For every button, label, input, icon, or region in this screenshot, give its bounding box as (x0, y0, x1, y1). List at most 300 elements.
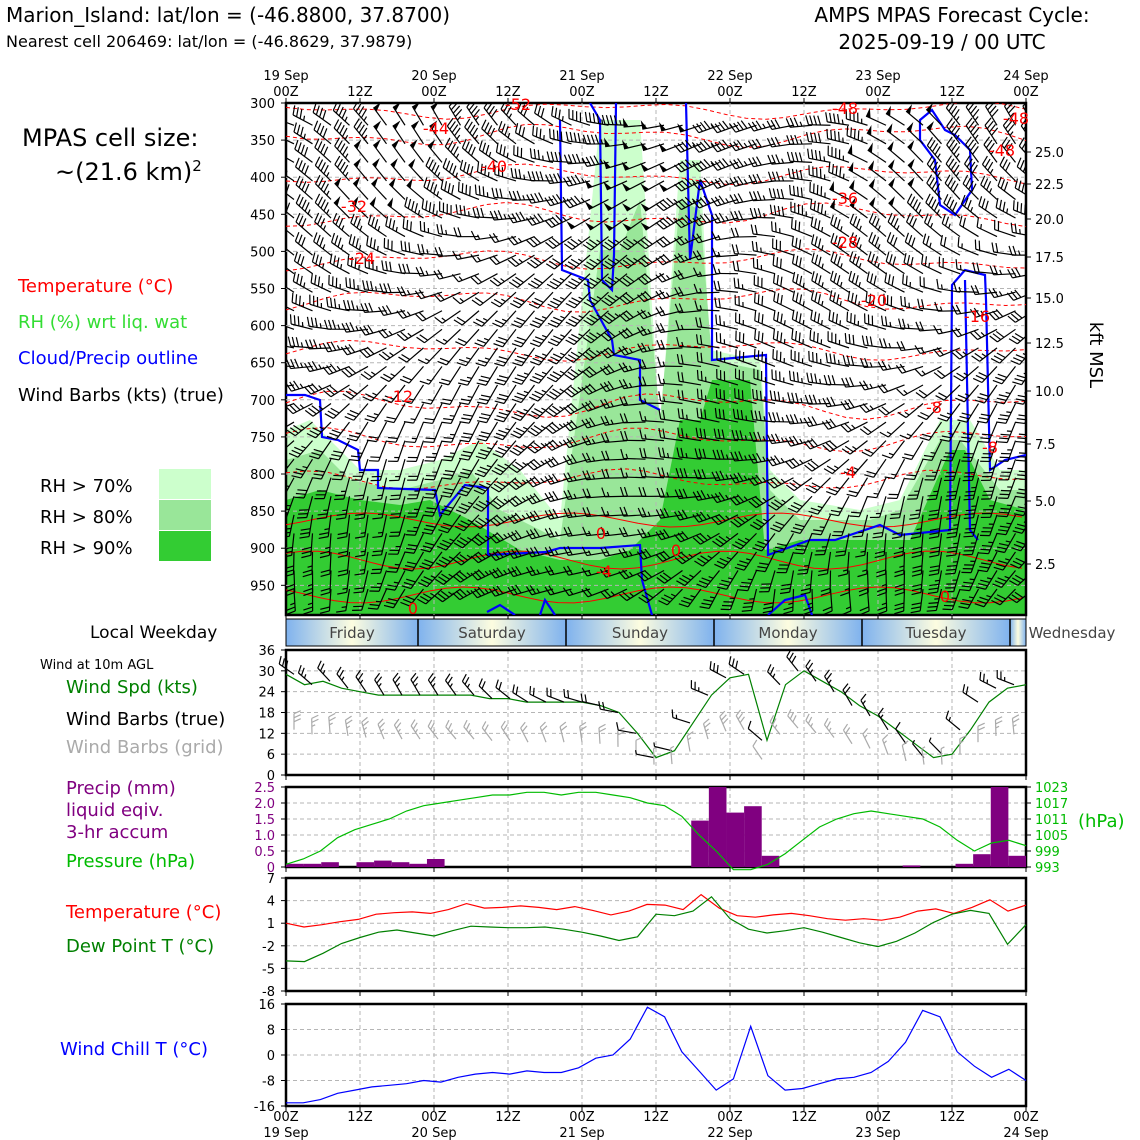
wind-barb-half-flag (803, 301, 804, 306)
wind-barb-flag (590, 156, 595, 165)
wind-barb-flag (796, 256, 798, 266)
wind-barb-flag (963, 536, 973, 537)
wind-barb-flag (275, 400, 281, 408)
wind-barb-flag (799, 240, 800, 250)
wind-barb-flag (517, 375, 526, 378)
wind-barb-flag (442, 441, 452, 442)
wind-barb-flag (492, 188, 494, 197)
wind-barb-flag (758, 294, 759, 304)
wind-barb-flag (350, 278, 351, 288)
wind-barb-half-flag (800, 439, 803, 443)
rh-legend (40, 469, 211, 561)
wind-barb-flag (321, 200, 325, 209)
upper-wind-barb (422, 385, 442, 404)
wind-barb-staff (451, 404, 460, 424)
wind-barb-flag (327, 343, 332, 352)
upper-wind-barb (811, 310, 831, 329)
wind-barb-flag (812, 271, 814, 280)
wind-barb-flag (926, 194, 930, 203)
wind-barb-flag (837, 294, 839, 304)
wind-barb-flag (426, 438, 436, 439)
wind-barb-flag (926, 236, 929, 245)
wind-barb-flag (918, 299, 920, 309)
wind-barb-half-flag (411, 419, 416, 420)
wind-barb-flag (901, 341, 905, 350)
wind-barb-half-flag (889, 343, 890, 348)
wind-barb-flag (833, 312, 834, 322)
wind-barb-flag (565, 357, 573, 362)
upper-wind-barb (397, 309, 424, 318)
wind-barb-flag (300, 296, 301, 306)
wind-barb-flag (998, 374, 1007, 377)
wind-barb-staff (442, 311, 460, 323)
upper-wind-barb (288, 337, 312, 348)
wind-barb-flag (775, 222, 776, 232)
wind-barb-flag (554, 174, 558, 183)
wind-barb-flag (658, 357, 661, 366)
wind-barb-staff (885, 282, 905, 292)
wind-barb-flag (426, 201, 427, 211)
upper-wind-barb (773, 238, 794, 255)
wind-barb-half-flag (783, 397, 784, 402)
upper-wind-barb (736, 313, 757, 330)
wind-barb-flag (297, 490, 307, 491)
wind-barb-flag (758, 191, 762, 200)
wind-barb-flag (732, 244, 734, 253)
wind-barb-flag (301, 256, 304, 265)
wind-barb-flag (1017, 438, 1027, 439)
wind-barb-staff (532, 218, 553, 225)
wind-barb-flag (911, 257, 913, 266)
wind-barb-half-flag (990, 169, 992, 173)
wind-barb-half-flag (560, 353, 564, 355)
cell-size-value (55, 157, 202, 186)
wind-barb-flag (755, 311, 756, 321)
cell-size-exponent: 2 (192, 157, 202, 175)
wind-barb-flag (274, 495, 284, 497)
wind-barb-flag (855, 295, 857, 305)
wind-barb-flag (390, 518, 400, 519)
wind-barb-flag (443, 158, 446, 167)
wind-barb-half-flag (541, 443, 545, 446)
wind-barb-flag (481, 414, 491, 416)
wind-barb-half-flag (364, 117, 366, 121)
wind-barb-flag (479, 417, 489, 419)
wind-barb-flag (349, 234, 351, 243)
wind-barb-staff (333, 222, 350, 236)
wind-barb-flag (982, 434, 992, 435)
wind-barb-flag (818, 220, 820, 230)
wind-barb-flag (997, 353, 1006, 358)
wind-barb-flag (578, 133, 580, 143)
upper-wind-barb (424, 422, 442, 442)
wind-barb-flag (979, 373, 988, 377)
upper-wind-barb (792, 236, 812, 255)
wind-barb-flag (818, 116, 821, 125)
wind-barb-flag (812, 253, 814, 262)
wind-barb-flag (815, 292, 817, 302)
wind-barb-flag (515, 462, 523, 468)
wind-barb-flag (932, 181, 937, 189)
wind-barb-flag (952, 306, 956, 315)
wind-barb-flag (788, 168, 790, 178)
wind-barb-staff (409, 366, 423, 383)
wind-barb-flag (872, 235, 875, 244)
upper-wind-barb (420, 366, 442, 384)
wind-barb-flag (365, 419, 374, 422)
wind-barb-flag (912, 238, 915, 247)
wind-barb-flag (963, 218, 965, 227)
wind-barb-half-flag (308, 210, 310, 214)
wind-barb-half-flag (559, 442, 562, 445)
wind-barb-flag (512, 363, 521, 366)
wind-barb-flag (461, 418, 471, 419)
rh-70-label: RH > 70% (40, 476, 133, 497)
wind-barb-flag (853, 216, 856, 225)
upper-wind-barb (769, 412, 794, 422)
wind-barb-staff (428, 145, 442, 162)
wind-barb-half-flag (937, 209, 939, 213)
wind-barb-staff (1007, 422, 1015, 442)
upper-wind-barb (792, 310, 812, 330)
wind-barb-staff (486, 422, 497, 441)
wind-barb-flag (515, 378, 524, 381)
wind-barb-staff (772, 214, 794, 218)
upper-wind-barb (460, 160, 479, 181)
wind-barb-staff (351, 223, 368, 237)
wind-barb-staff (424, 187, 442, 200)
wind-barb-staff (295, 241, 312, 255)
wind-barb-flag (304, 147, 307, 156)
wind-barb-flag (742, 390, 743, 400)
wind-barb-staff (827, 384, 849, 385)
wind-barb-staff (812, 281, 831, 293)
wind-barb-half-flag (524, 355, 529, 356)
wind-barb-flag (496, 433, 505, 436)
wind-barb-pennant (869, 178, 875, 188)
wind-barb-flag (957, 373, 965, 378)
wind-barb-half-flag (378, 226, 379, 231)
wind-barb-flag (776, 155, 780, 164)
wind-barb-staff (856, 478, 867, 497)
wind-barb-flag (777, 275, 778, 285)
wind-barb-flag (333, 320, 336, 329)
upper-wind-barb (831, 252, 849, 274)
wind-barb-flag (814, 332, 815, 342)
wind-barb-flag (271, 334, 272, 344)
wind-barb-flag (531, 281, 539, 286)
upper-wind-barb (416, 267, 442, 276)
wind-barb-staff (374, 404, 387, 422)
wind-barb-half-flag (1010, 132, 1013, 136)
wind-barb-staff (1015, 188, 1034, 199)
upper-wind-barb (441, 385, 461, 404)
wind-barb-half-flag (763, 124, 766, 128)
wind-barb-flag (522, 127, 524, 136)
wind-barb-flag (294, 497, 304, 498)
upper-wind-barb (996, 404, 1015, 424)
wind-barb-flag (340, 144, 345, 152)
wind-barb-flag (566, 304, 575, 308)
wind-barb-half-flag (836, 487, 841, 489)
upper-wind-barb (864, 459, 886, 477)
upper-wind-barb (774, 310, 794, 329)
wind-barb-flag (352, 301, 354, 310)
wind-barb-half-flag (456, 154, 458, 158)
wind-barb-staff (624, 458, 646, 459)
upper-wind-barb (842, 377, 868, 387)
wind-barb-flag (512, 280, 520, 285)
wind-barb-flag (546, 264, 554, 269)
wind-barb-flag (587, 135, 590, 144)
wind-barb-half-flag (822, 227, 823, 232)
wind-barb-flag (814, 201, 815, 211)
wind-barb-pennant (334, 196, 341, 206)
wind-barb-staff (906, 404, 923, 418)
wind-barb-half-flag (378, 514, 383, 515)
wind-barb-half-flag (301, 342, 302, 347)
wind-barb-flag (354, 495, 364, 496)
wind-barb-half-flag (905, 412, 909, 415)
wind-barb-flag (436, 340, 445, 345)
wind-barb-flag (885, 273, 887, 283)
wind-barb-half-flag (459, 277, 462, 281)
wind-barb-half-flag (764, 213, 765, 218)
wind-barb-flag (281, 295, 282, 305)
wind-barb-flag (954, 146, 960, 154)
wind-barb-pennant (410, 139, 417, 149)
wind-barb-staff (809, 125, 831, 126)
wind-barb-flag (312, 252, 314, 261)
wind-barb-flag (277, 232, 280, 241)
wind-barb-flag (298, 316, 299, 326)
wind-barb-flag (945, 217, 948, 226)
upper-wind-barb (473, 208, 498, 218)
wind-barb-flag (738, 158, 744, 166)
wind-barb-flag (519, 125, 521, 134)
upper-wind-barb (859, 404, 886, 413)
wind-barb-staff (923, 243, 941, 255)
wind-barb-half-flag (1020, 229, 1021, 234)
wind-barb-half-flag (361, 533, 366, 534)
wind-barb-flag (402, 354, 410, 359)
wind-barb-half-flag (523, 195, 525, 200)
wind-barb-flag (775, 119, 780, 128)
wind-barb-flag (349, 460, 359, 461)
upper-wind-barb (528, 422, 553, 436)
wind-barb-flag (389, 218, 391, 228)
upper-wind-barb (330, 254, 349, 274)
wind-barb-staff (774, 320, 794, 330)
wind-barb-flag (331, 342, 336, 351)
wind-barb-pennant (677, 123, 685, 132)
wind-barb-flag (318, 141, 322, 150)
wind-barb-flag (910, 216, 914, 225)
wind-barb-flag (472, 128, 477, 136)
upper-wind-barb (878, 384, 905, 393)
wind-barb-flag (829, 311, 830, 321)
wind-barb-half-flag (801, 398, 802, 403)
wind-barb-half-flag (428, 400, 433, 401)
upper-wind-barb (1007, 290, 1034, 300)
wind-barb-staff (998, 186, 1015, 199)
upper-wind-barb (973, 262, 997, 273)
wind-barb-flag (993, 380, 1002, 383)
upper-wind-barb (477, 422, 498, 441)
wind-barb-flag (847, 312, 848, 322)
wind-barb-flag (365, 394, 374, 398)
wind-barb-flag (425, 419, 435, 420)
wind-barb-flag (891, 514, 901, 515)
wind-barb-staff (793, 282, 812, 293)
wind-barb-flag (400, 379, 409, 383)
wind-barb-flag (571, 298, 580, 302)
wind-barb-flag (375, 219, 378, 228)
wind-barb-pennant (908, 177, 915, 187)
wind-barb-flag (781, 333, 782, 343)
wind-barb-flag (551, 320, 560, 324)
wind-barb-flag (800, 170, 802, 180)
wind-barb-staff (907, 222, 923, 237)
wind-barb-flag (966, 178, 971, 187)
wind-barb-staff (443, 167, 460, 181)
wind-barb-flag (424, 497, 434, 498)
wind-barb-flag (811, 373, 813, 383)
wind-barb-flag (932, 143, 937, 151)
wind-barb-half-flag (360, 570, 365, 571)
wind-barb-half-flag (427, 249, 428, 254)
wind-barb-flag (851, 313, 852, 323)
wind-barb-flag (442, 422, 452, 423)
wind-barb-staff (902, 366, 923, 373)
upper-wind-barb (733, 261, 756, 274)
wind-barb-staff (773, 265, 793, 273)
wind-barb-staff (359, 441, 368, 461)
wind-barb-half-flag (870, 362, 872, 367)
wind-barb-flag (1015, 333, 1023, 338)
wind-barb-flag (538, 150, 539, 160)
wind-barb-flag (448, 183, 450, 193)
wind-barb-half-flag (502, 319, 506, 321)
wind-barb-half-flag (524, 391, 529, 393)
wind-barb-flag (734, 194, 739, 203)
wind-barb-flag (388, 568, 398, 569)
wind-barb-flag (422, 244, 424, 253)
wind-barb-half-flag (518, 238, 521, 242)
wind-barb-flag (794, 118, 798, 127)
wind-barb-flag (992, 243, 994, 253)
wind-barb-flag (465, 119, 470, 127)
wind-barb-flag (762, 333, 763, 343)
wind-barb-flag (295, 359, 299, 368)
wind-barb-flag (489, 106, 494, 114)
wind-barb-flag (459, 182, 460, 192)
wind-barb-half-flag (327, 209, 329, 213)
wind-barb-flag (1016, 268, 1021, 277)
wind-barb-flag (849, 491, 858, 493)
wind-barb-staff (394, 404, 405, 423)
upper-wind-barb (888, 141, 905, 162)
wind-barb-half-flag (1025, 412, 1030, 413)
upper-wind-barb (363, 385, 387, 401)
wind-barb-half-flag (304, 134, 305, 139)
wind-barb-flag (343, 147, 348, 155)
upper-wind-barb (905, 233, 923, 255)
wind-barb-staff (877, 478, 886, 498)
wind-barb-flag (388, 283, 391, 292)
wind-barb-flag (550, 129, 551, 139)
wind-barb-flag (985, 159, 990, 167)
wind-barb-flag (1016, 355, 1025, 359)
wind-barb-flag (750, 208, 753, 217)
wind-barb-flag (340, 162, 345, 170)
wind-barb-flag (528, 284, 536, 289)
wind-barb-flag (777, 189, 779, 198)
wind-barb-flag (398, 357, 406, 362)
wind-barb-flag (767, 121, 772, 130)
wind-barb-flag (473, 208, 476, 217)
wind-barb-half-flag (931, 223, 933, 228)
wind-barb-flag (470, 166, 472, 175)
wind-barb-flag (847, 126, 848, 136)
upper-wind-barb (904, 253, 923, 274)
wind-barb-flag (867, 496, 877, 497)
upper-wind-barb (399, 264, 424, 274)
wind-barb-half-flag (834, 466, 838, 469)
wind-barb-flag (777, 293, 778, 303)
upper-wind-barb (774, 292, 794, 311)
upper-wind-barb (327, 422, 350, 439)
wind-barb-flag (318, 277, 319, 287)
wind-barb-half-flag (1006, 523, 1011, 524)
wind-barb-flag (997, 516, 1007, 517)
wind-barb-staff (889, 184, 905, 199)
wind-barb-staff (886, 404, 905, 416)
wind-barb-flag (295, 232, 298, 241)
wind-barb-flag (890, 254, 893, 263)
wind-barb-flag (481, 395, 491, 397)
wind-barb-half-flag (283, 223, 285, 228)
upper-wind-barb (462, 139, 479, 162)
wind-barb-flag (321, 181, 325, 190)
wind-barb-flag (546, 175, 550, 184)
wind-barb-flag (762, 296, 763, 306)
wind-barb-flag (955, 398, 964, 402)
rh-80-swatch (159, 500, 211, 530)
wind-barb-flag (481, 208, 484, 217)
wind-barb-half-flag (726, 198, 729, 202)
wind-barb-flag (998, 442, 1008, 443)
wind-barb-flag (781, 189, 783, 198)
upper-wind-barb (293, 272, 312, 292)
wind-barb-flag (443, 419, 453, 420)
wind-barb-staff (886, 113, 905, 125)
wind-barb-half-flag (541, 461, 545, 464)
wind-barb-half-flag (746, 416, 747, 421)
wind-barb-flag (697, 389, 698, 399)
wind-barb-flag (1013, 246, 1016, 255)
wind-barb-flag (435, 165, 439, 174)
wind-barb-flag (791, 152, 794, 161)
wind-barb-flag (927, 137, 932, 145)
wind-barb-half-flag (560, 371, 564, 373)
wind-barb-flag (768, 155, 772, 164)
wind-barb-flag (1012, 382, 1021, 385)
wind-barb-flag (532, 171, 535, 180)
wind-barb-half-flag (300, 384, 303, 388)
wind-barb-flag (720, 316, 721, 326)
wind-barb-flag (490, 128, 494, 137)
